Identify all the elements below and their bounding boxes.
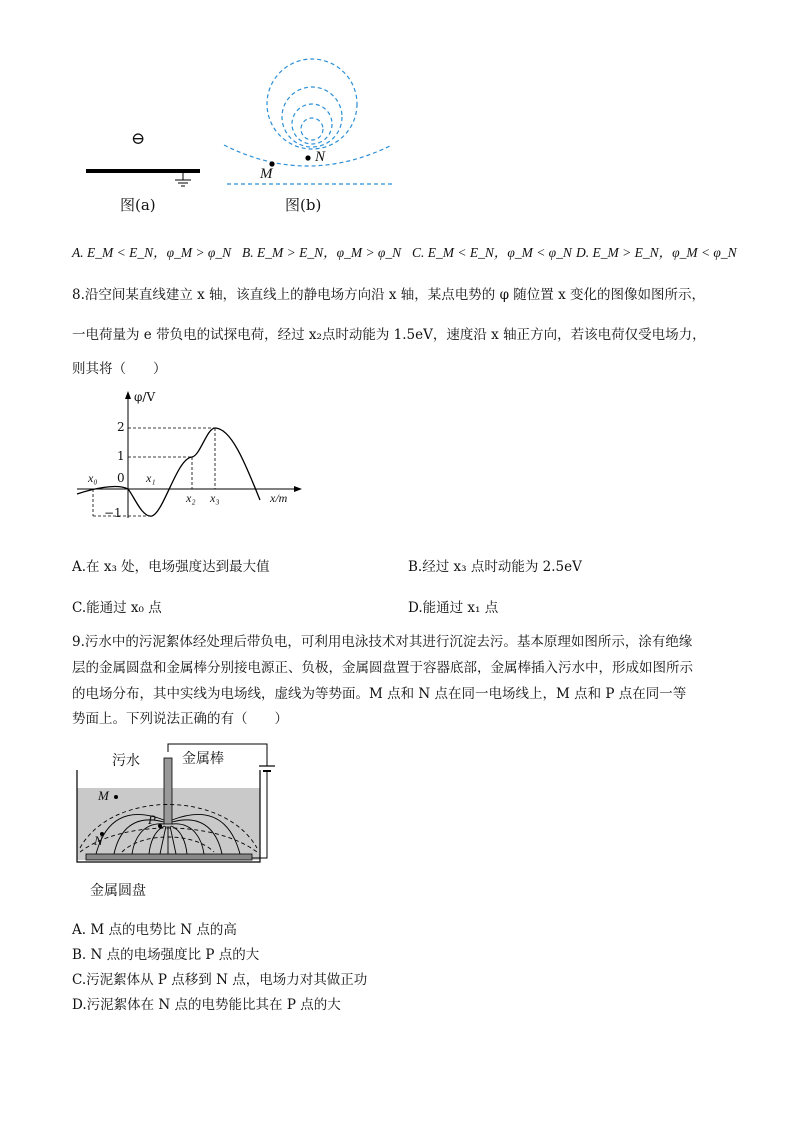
label-sewage: 污水: [112, 753, 140, 769]
origin-label: 0: [117, 471, 125, 485]
q8-option-a: A.在 x₃ 处，电场强度达到最大值: [72, 559, 270, 575]
q9-option-c: C.污泥絮体从 P 点移到 N 点，电场力对其做正功: [72, 972, 368, 988]
figure-a: [80, 120, 210, 220]
figure-a-caption: 图(a): [120, 196, 156, 214]
q8-option-b: B.经过 x₃ 点时动能为 2.5eV: [408, 559, 582, 575]
q9-option-a: A. M 点的电势比 N 点的高: [72, 922, 237, 938]
q9-stem-line-4: 势面上。下列说法正确的有（ ）: [72, 711, 288, 727]
point-N: [305, 155, 310, 160]
label-P: P: [148, 812, 156, 827]
q7-option-d: D. E_M > E_N，φ_M < φ_N: [576, 245, 737, 260]
q9-option-d: D.污泥絮体在 N 点的电势能比其在 P 点的大: [72, 997, 341, 1013]
equipotential-circle-2: [282, 87, 342, 147]
q9-stem-line-3: 的电场分布，其中实线为电场线，虚线为等势面。M 点和 N 点在同一电场线上，M 点和 P 点在同一等: [72, 686, 687, 702]
x0-label: x₀: [88, 471, 98, 485]
q8-stem-line-1: 8.沿空间某直线建立 x 轴，该直线上的静电场方向沿 x 轴，某点电势的 φ 随位置 x 变化的图像如图所示，: [72, 287, 706, 303]
q7-option-b: B. E_M > E_N，φ_M > φ_N: [242, 245, 402, 260]
q8-stem-line-2: 一电荷量为 e 带负电的试探电荷，经过 x₂点时动能为 1.5eV，速度沿 x 轴正方向，若该电荷仅受电场力，: [72, 327, 706, 343]
tick-2: 2: [117, 420, 125, 434]
x1-label: x₁: [146, 471, 156, 485]
y-axis-arrow: [125, 391, 131, 399]
figure-b: [222, 42, 397, 222]
q9-stem-line-2: 层的金属圆盘和金属棒分别接电源正、负极，金属圆盘置于容器底部，金属棒插入污水中，形成如图所示: [72, 660, 693, 676]
label-disk: 金属圆盘: [90, 883, 146, 899]
q9-option-b: B. N 点的电场强度比 P 点的大: [72, 947, 260, 963]
label-N: N: [94, 833, 103, 848]
x2-label: x₂: [186, 491, 196, 505]
label-rod: 金属棒: [182, 751, 224, 767]
label-M: M: [98, 788, 109, 803]
q7-option-a: A. E_M < E_N，φ_M > φ_N: [72, 245, 232, 260]
equipotential-circle-4: [301, 118, 323, 140]
label-M: M: [260, 166, 273, 182]
metal-rod: [164, 758, 172, 824]
q7-option-c: C. E_M < E_N，φ_M < φ_N: [412, 245, 572, 260]
figure-b-caption: 图(b): [285, 196, 322, 214]
q8-option-c: C.能通过 x₀ 点: [72, 600, 162, 616]
point-M: [114, 795, 118, 799]
metal-disk: [86, 854, 252, 860]
phi-curve: [77, 428, 260, 516]
label-N: N: [315, 149, 326, 165]
tick-neg1: −1: [104, 506, 122, 520]
x3-label: x₃: [210, 491, 220, 505]
x-axis-label: x/m: [270, 491, 288, 505]
point-P: [158, 824, 162, 828]
q9-stem-line-1: 9.污水中的污泥絮体经处理后带负电，可利用电泳技术对其进行沉淀去污。基本原理如图所示，涂有绝缘: [72, 634, 693, 650]
q8-stem-line-3: 则其将（ ）: [72, 361, 167, 377]
q8-option-d: D.能通过 x₁ 点: [408, 600, 499, 616]
x-axis-arrow: [294, 486, 302, 492]
tick-1: 1: [117, 449, 125, 463]
q9-figure: [72, 740, 292, 905]
q8-graph: [72, 388, 312, 528]
negative-charge-icon: ⊖: [131, 129, 146, 149]
equipotential-circle-3: [292, 104, 332, 144]
y-axis-label: φ/V: [134, 390, 156, 404]
